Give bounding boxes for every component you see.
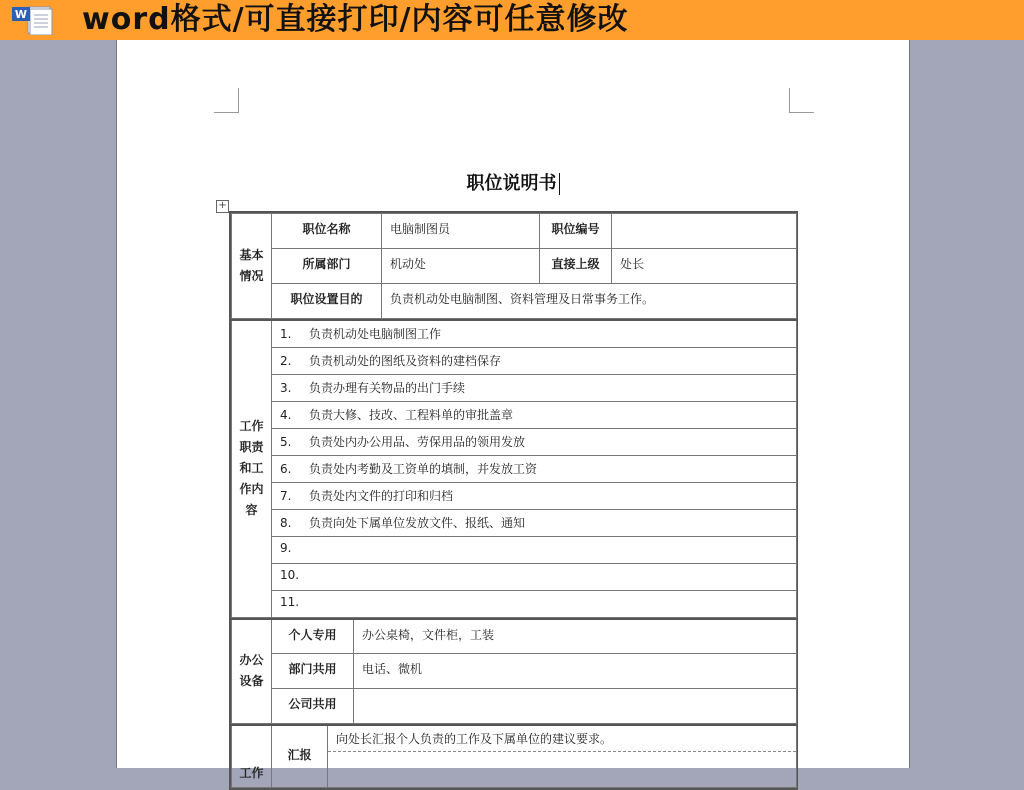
duty-item[interactable]: 6. 负责处内考勤及工资单的填制，并发放工资: [272, 455, 797, 482]
duty-item[interactable]: 7. 负责处内文件的打印和归档: [272, 482, 797, 509]
duty-item[interactable]: 1. 负责机动处电脑制图工作: [272, 320, 797, 347]
department-label: 所属部门: [272, 249, 382, 284]
position-name-value[interactable]: 电脑制图员: [382, 214, 540, 249]
section-equipment: 办公设备: [232, 619, 272, 724]
report-value[interactable]: 向处长汇报个人负责的工作及下属单位的建议要求。: [328, 726, 796, 752]
department-equipment-label: 部门共用: [272, 654, 354, 689]
purpose-label: 职位设置目的: [272, 284, 382, 319]
section-relations: 工作: [232, 725, 272, 787]
section-duties: 工作职责和工作内容: [232, 320, 272, 617]
duty-item[interactable]: 4. 负责大修、技改、工程料单的审批盖章: [272, 401, 797, 428]
personal-equipment-label: 个人专用: [272, 619, 354, 654]
company-equipment-value[interactable]: [354, 689, 797, 724]
document-page: [116, 40, 910, 780]
position-number-value[interactable]: [612, 214, 797, 249]
supervisor-label: 直接上级: [540, 249, 612, 284]
company-equipment-label: 公司共用: [272, 689, 354, 724]
relations-table: [231, 724, 797, 788]
duty-item[interactable]: 5. 负责处内办公用品、劳保用品的领用发放: [272, 428, 797, 455]
margin-mark-top-right: [789, 88, 814, 113]
margin-mark-top-left: [214, 88, 239, 113]
supervisor-value[interactable]: 处长: [612, 249, 797, 284]
job-description-table: [229, 211, 798, 790]
word-document-icon: [10, 5, 70, 35]
purpose-value[interactable]: 负责机动处电脑制图、资料管理及日常事务工作。: [382, 284, 797, 319]
duty-item[interactable]: 10.: [272, 563, 797, 590]
report-label: 汇报: [272, 725, 328, 787]
duty-item[interactable]: 3. 负责办理有关物品的出门手续: [272, 374, 797, 401]
table-move-handle-icon[interactable]: +: [216, 200, 229, 213]
duties-table: [231, 319, 797, 618]
duty-item[interactable]: 2. 负责机动处的图纸及资料的建档保存: [272, 347, 797, 374]
svg-text:W: W: [14, 8, 28, 21]
duty-item[interactable]: 8. 负责向处下属单位发放文件、报纸、通知: [272, 509, 797, 536]
text-cursor: [559, 173, 560, 195]
top-banner: [0, 0, 1024, 40]
department-equipment-value[interactable]: 电话、微机: [354, 654, 797, 689]
department-value[interactable]: 机动处: [382, 249, 540, 284]
section-basic-info: 基本情况: [232, 214, 272, 319]
equipment-table: [231, 618, 797, 725]
basic-info-table: [231, 213, 797, 319]
personal-equipment-value[interactable]: 办公桌椅，文件柜，工装: [354, 619, 797, 654]
report-cell: [328, 725, 797, 787]
duty-item[interactable]: 9.: [272, 536, 797, 563]
position-number-label: 职位编号: [540, 214, 612, 249]
document-title[interactable]: 职位说明书: [117, 169, 909, 195]
banner-text: word格式/可直接打印/内容可任意修改: [82, 2, 629, 37]
duty-item[interactable]: 11.: [272, 590, 797, 617]
position-name-label: 职位名称: [272, 214, 382, 249]
